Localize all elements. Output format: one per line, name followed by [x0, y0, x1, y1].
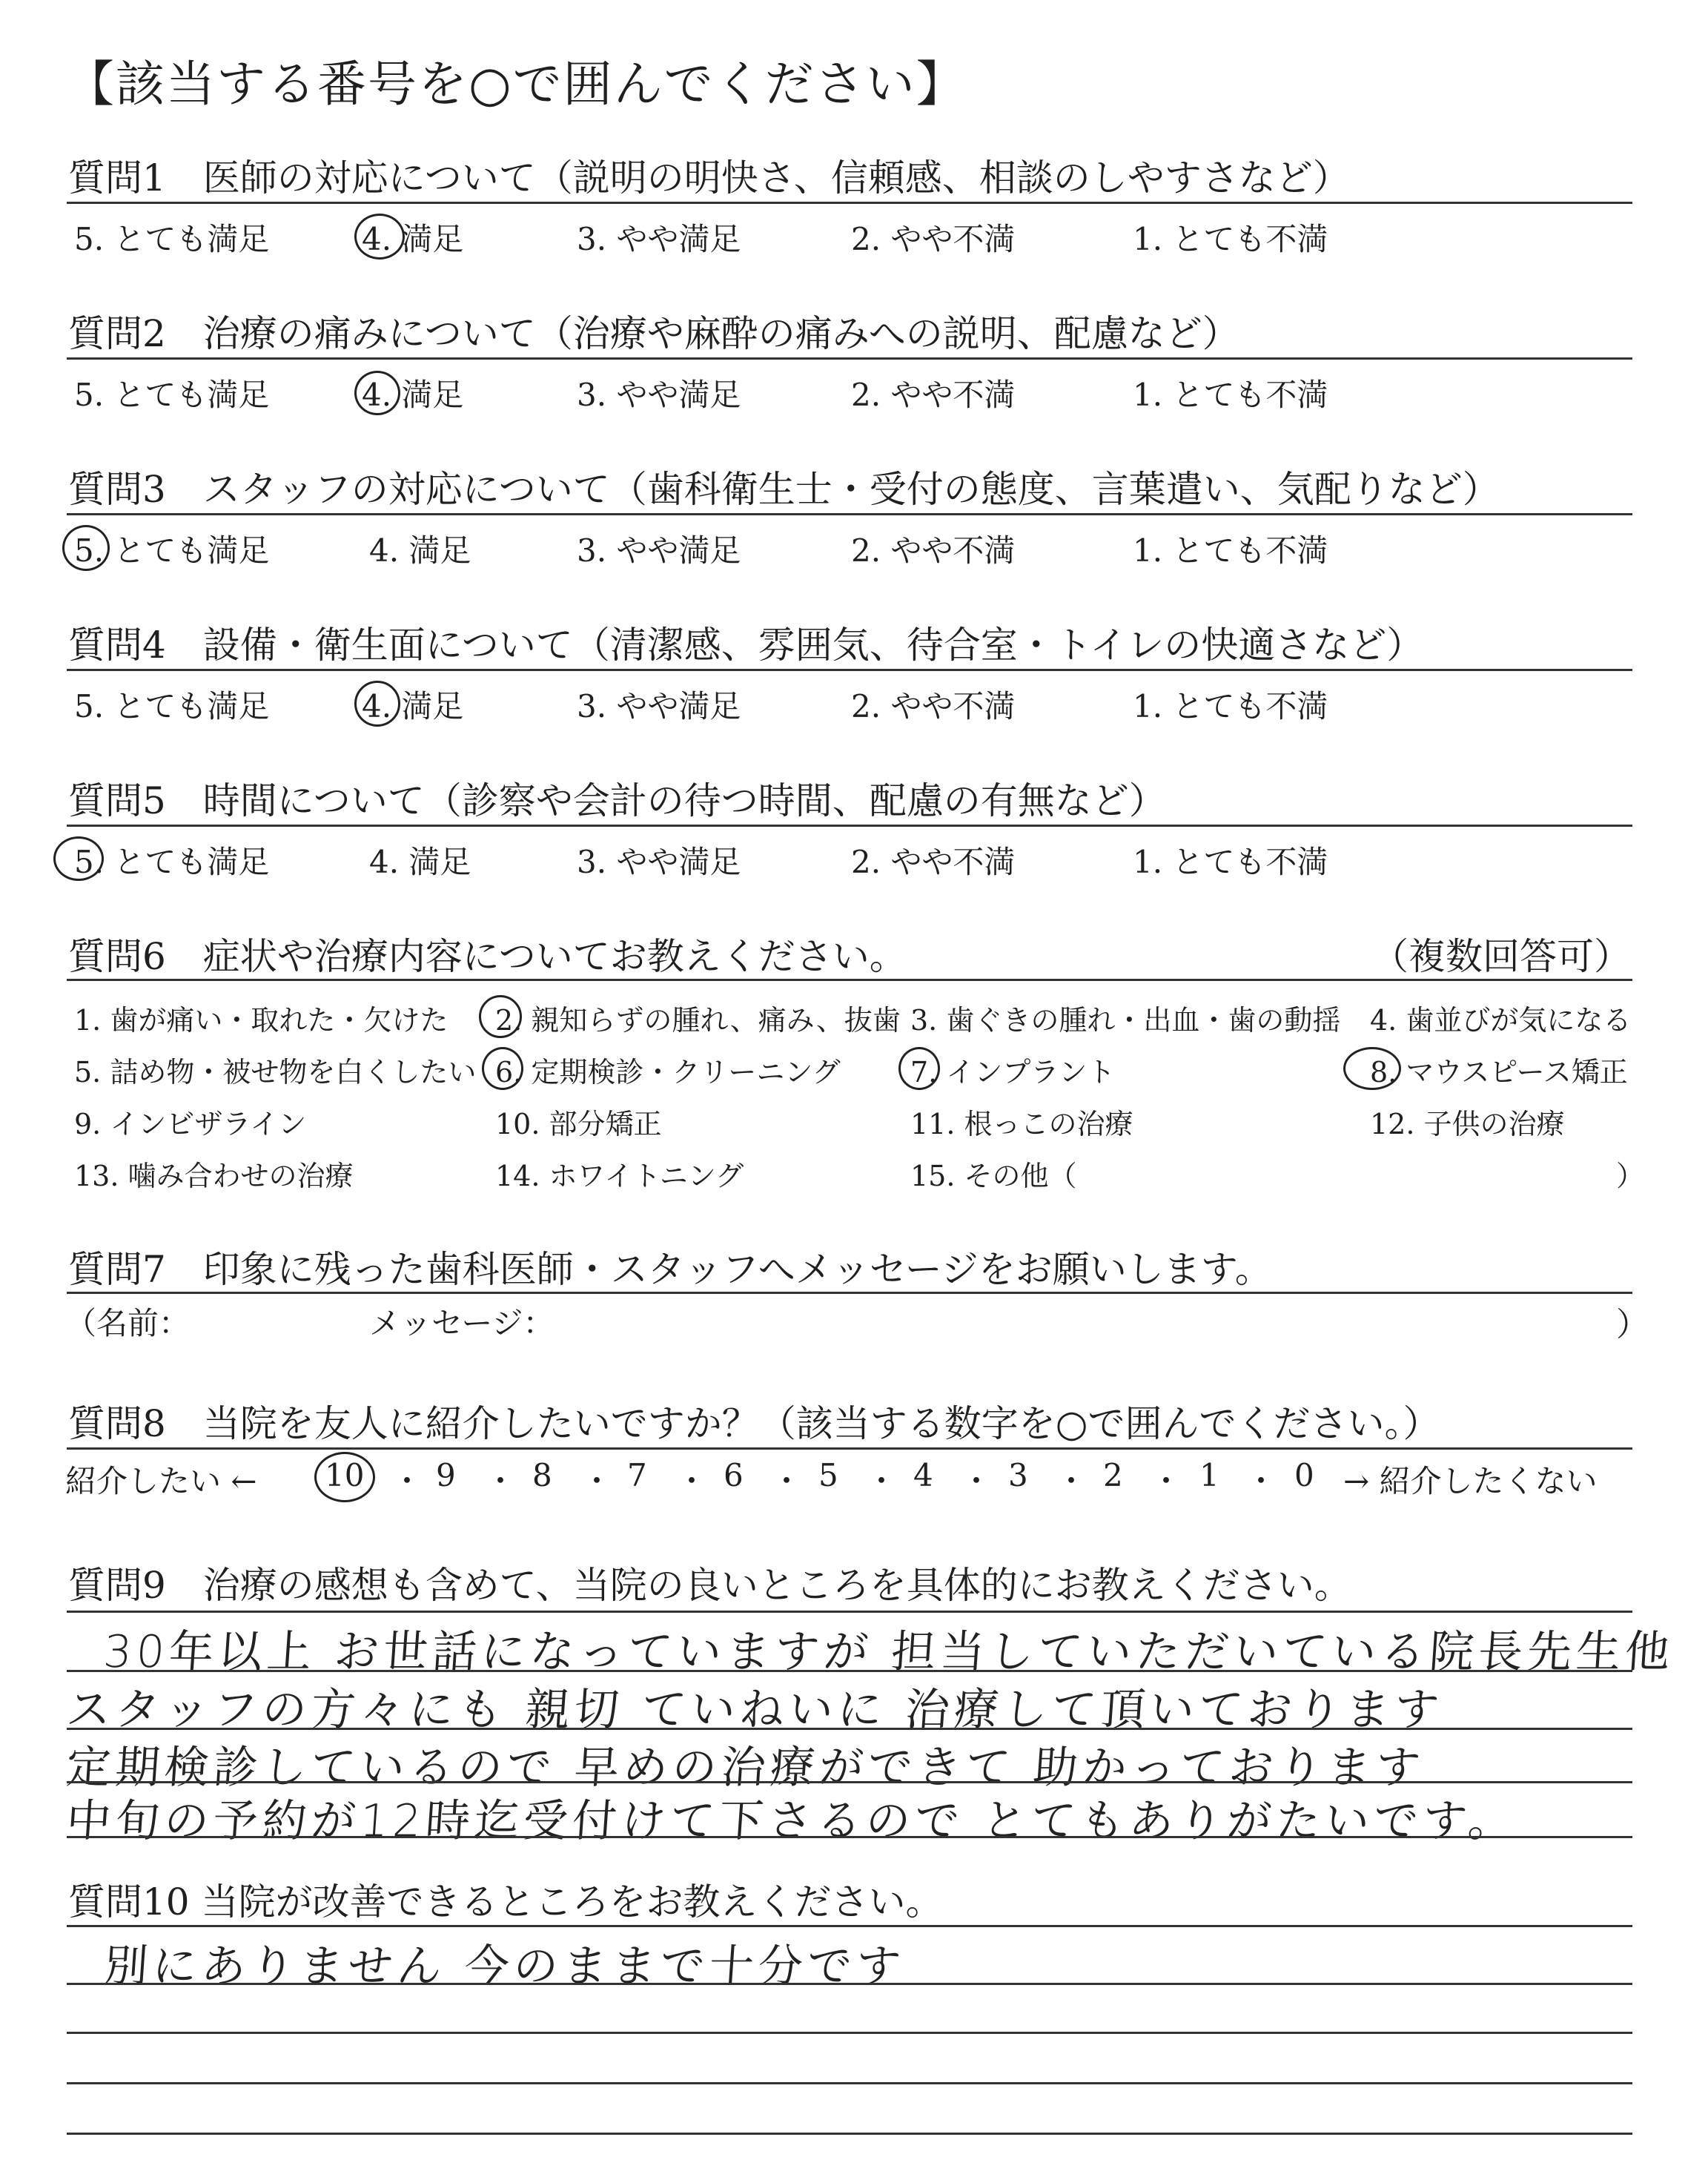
- scale-6[interactable]: 6: [724, 1457, 744, 1493]
- scale-9[interactable]: 9: [436, 1457, 456, 1493]
- q6-option-3[interactable]: 3. 歯ぐきの腫れ・出血・歯の動揺: [910, 1004, 1341, 1037]
- writing-line: [67, 2032, 1632, 2034]
- q5-option-5[interactable]: 5. とても満足: [74, 844, 270, 880]
- divider: [67, 979, 1632, 981]
- multiple-answer-note: （複数回答可）: [1371, 935, 1631, 978]
- question-3-title: 質問3 スタッフの対応について（歯科衛生士・受付の態度、言葉遣い、気配りなど）: [68, 468, 1500, 511]
- q3-option-3[interactable]: 3. やや満足: [577, 532, 741, 569]
- divider: [67, 1611, 1632, 1613]
- writing-line: [67, 2082, 1632, 2084]
- q1-option-3[interactable]: 3. やや満足: [577, 221, 741, 257]
- writing-line: [67, 1728, 1632, 1730]
- q1-option-4[interactable]: 4. 満足: [362, 221, 464, 257]
- selection-circle: [62, 525, 110, 571]
- q6-option-2[interactable]: 2. 親知らずの腫れ、痛み、抜歯: [495, 1004, 901, 1037]
- q6-option-5[interactable]: 5. 詰め物・被せ物を白くしたい: [74, 1056, 477, 1089]
- q6-other-close-paren: ）: [1616, 1160, 1645, 1192]
- selection-circle: [53, 836, 104, 881]
- q4-option-4[interactable]: 4. 満足: [362, 688, 464, 724]
- scale-separator: ・: [391, 1463, 423, 1499]
- form-header: 【該当する番号を○で囲んでください】: [65, 56, 967, 113]
- q6-option-13[interactable]: 13. 噛み合わせの治療: [74, 1160, 354, 1192]
- handwritten-line: 定期検診しているので 早めの治療ができて 助かっております: [64, 1742, 1427, 1794]
- q2-option-2[interactable]: 2. やや不満: [851, 377, 1016, 413]
- q3-option-4[interactable]: 4. 満足: [369, 532, 471, 569]
- writing-line: [67, 1983, 1632, 1985]
- selection-circle: [482, 1047, 523, 1090]
- q4-option-3[interactable]: 3. やや満足: [577, 688, 741, 724]
- q6-option-4[interactable]: 4. 歯並びが気になる: [1370, 1004, 1632, 1037]
- scale-3[interactable]: 3: [1008, 1457, 1028, 1493]
- q2-option-4[interactable]: 4. 満足: [362, 377, 464, 413]
- scale-5[interactable]: 5: [818, 1457, 838, 1493]
- question-5-title: 質問5 時間について（診察や会計の待つ時間、配慮の有無など）: [68, 779, 1166, 822]
- selection-circle: [1343, 1047, 1401, 1090]
- scale-separator: ・: [1151, 1463, 1182, 1499]
- divider: [67, 513, 1632, 515]
- recommend-left-label: 紹介したい ←: [65, 1463, 257, 1499]
- divider: [67, 1292, 1632, 1294]
- writing-line: [67, 1836, 1632, 1838]
- q1-option-2[interactable]: 2. やや不満: [851, 221, 1016, 257]
- question-2-title: 質問2 治療の痛みについて（治療や麻酔の痛みへの説明、配慮など）: [68, 312, 1239, 355]
- name-label: （名前：: [65, 1305, 191, 1341]
- scale-separator: ・: [1245, 1463, 1277, 1499]
- scale-separator: ・: [866, 1463, 898, 1499]
- selection-circle: [898, 1047, 940, 1090]
- q6-option-1[interactable]: 1. 歯が痛い・取れた・欠けた: [74, 1004, 448, 1037]
- writing-line: [67, 1670, 1632, 1672]
- question-9-title: 質問9 治療の感想も含めて、当院の良いところを具体的にお教えください。: [68, 1564, 1351, 1607]
- q2-option-1[interactable]: 1. とても不満: [1133, 377, 1328, 413]
- scale-10[interactable]: 10: [325, 1457, 365, 1493]
- q6-option-8[interactable]: 8. マウスピース矯正: [1370, 1056, 1628, 1089]
- divider: [67, 1447, 1632, 1450]
- q5-option-4[interactable]: 4. 満足: [369, 844, 471, 880]
- question-10-title: 質問10 当院が改善できるところをお教えください。: [68, 1880, 943, 1923]
- q1-option-1[interactable]: 1. とても不満: [1133, 221, 1328, 257]
- handwritten-line: 中旬の予約が12時迄受付けて下さるので とてもありがたいです。: [64, 1795, 1519, 1847]
- scale-8[interactable]: 8: [532, 1457, 552, 1493]
- handwritten-line: 30年以上 お世話になっていますが 担当していただいている院長先生他: [102, 1626, 1676, 1678]
- selection-circle: [354, 681, 400, 727]
- q4-option-2[interactable]: 2. やや不満: [851, 688, 1016, 724]
- scale-separator: ・: [581, 1463, 613, 1499]
- question-7-title: 質問7 印象に残った歯科医師・スタッフへメッセージをお願いします。: [68, 1248, 1272, 1291]
- q6-option-10[interactable]: 10. 部分矯正: [495, 1108, 662, 1140]
- q6-option-15[interactable]: 15. その他（: [910, 1160, 1077, 1192]
- q7-close-paren: ）: [1616, 1306, 1649, 1344]
- divider: [67, 669, 1632, 671]
- q5-option-1[interactable]: 1. とても不満: [1133, 844, 1328, 880]
- question-4-title: 質問4 設備・衛生面について（清潔感、雰囲気、待合室・トイレの快適さなど）: [68, 624, 1424, 667]
- recommend-right-label: → 紹介したくない: [1343, 1463, 1598, 1499]
- q6-option-9[interactable]: 9. インビザライン: [74, 1108, 307, 1140]
- scale-0[interactable]: 0: [1294, 1457, 1314, 1493]
- scale-separator: ・: [676, 1463, 708, 1499]
- divider: [67, 825, 1632, 827]
- scale-separator: ・: [961, 1463, 993, 1499]
- question-8-title: 質問8 当院を友人に紹介したいですか？（該当する数字を○で囲んでください。）: [68, 1402, 1440, 1445]
- q1-option-5[interactable]: 5. とても満足: [74, 221, 270, 257]
- q6-option-6[interactable]: 6. 定期検診・クリーニング: [495, 1056, 841, 1089]
- question-6-title: 質問6 症状や治療内容についてお教えください。: [68, 935, 907, 978]
- scale-separator: ・: [1056, 1463, 1088, 1499]
- scale-1[interactable]: 1: [1199, 1457, 1219, 1493]
- q6-option-14[interactable]: 14. ホワイトニング: [495, 1160, 744, 1192]
- q4-option-5[interactable]: 5. とても満足: [74, 688, 270, 724]
- q3-option-5[interactable]: 5. とても満足: [74, 532, 270, 569]
- q2-option-3[interactable]: 3. やや満足: [577, 377, 741, 413]
- q3-option-1[interactable]: 1. とても不満: [1133, 532, 1328, 569]
- selection-circle: [354, 371, 400, 415]
- q4-option-1[interactable]: 1. とても不満: [1133, 688, 1328, 724]
- scale-2[interactable]: 2: [1103, 1457, 1123, 1493]
- scale-4[interactable]: 4: [913, 1457, 933, 1493]
- q6-option-11[interactable]: 11. 根っこの治療: [910, 1108, 1133, 1140]
- q2-option-5[interactable]: 5. とても満足: [74, 377, 270, 413]
- writing-line: [67, 1781, 1632, 1783]
- handwritten-line: スタッフの方々にも 親切 ていねいに 治療して頂いております: [64, 1684, 1446, 1736]
- divider: [67, 1925, 1632, 1927]
- writing-line: [67, 2133, 1632, 2135]
- selection-circle: [354, 214, 405, 260]
- scale-7[interactable]: 7: [627, 1457, 647, 1493]
- scale-separator: ・: [485, 1463, 517, 1499]
- question-1-title: 質問1 医師の対応について（説明の明快さ、信頼感、相談のしやすさなど）: [68, 156, 1350, 199]
- q3-option-2[interactable]: 2. やや不満: [851, 532, 1016, 569]
- q6-option-7[interactable]: 7. インプラント: [910, 1056, 1116, 1089]
- divider: [67, 202, 1632, 204]
- q5-option-2[interactable]: 2. やや不満: [851, 844, 1016, 880]
- scale-separator: ・: [771, 1463, 803, 1499]
- message-label: メッセージ：: [369, 1305, 555, 1341]
- handwritten-line: 別にありません 今のままで十分です: [102, 1941, 907, 1992]
- divider: [67, 357, 1632, 360]
- selection-circle: [314, 1452, 375, 1502]
- q6-option-12[interactable]: 12. 子供の治療: [1370, 1108, 1565, 1140]
- q5-option-3[interactable]: 3. やや満足: [577, 844, 741, 880]
- selection-circle: [479, 995, 522, 1038]
